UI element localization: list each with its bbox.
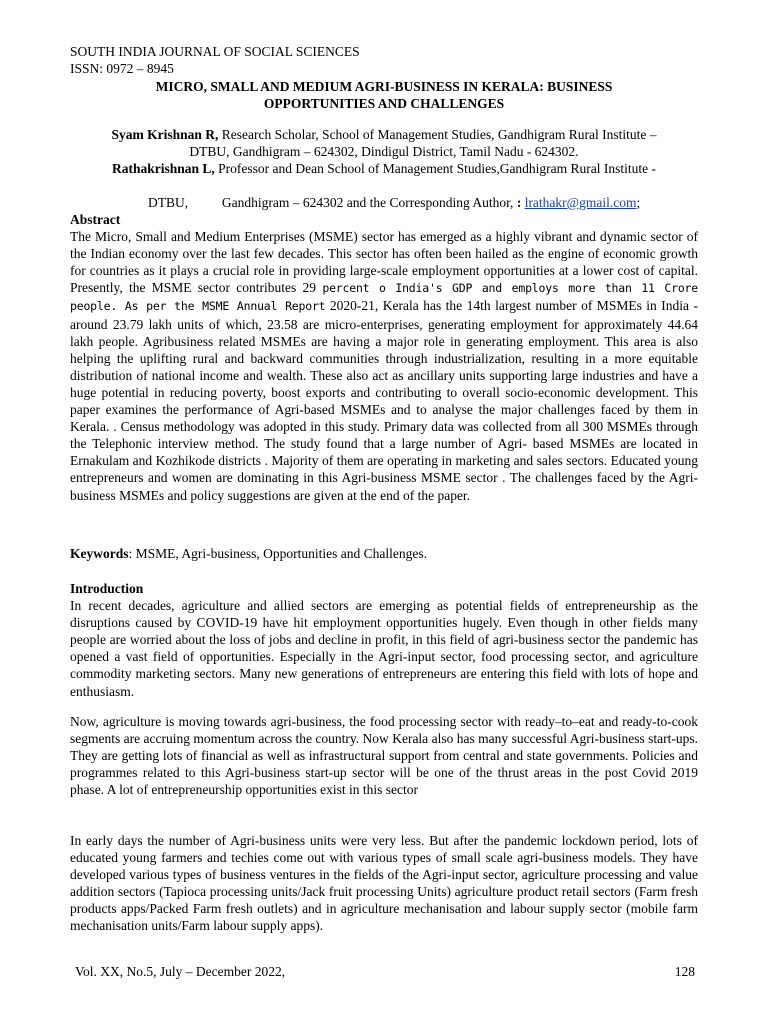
footer-volume: Vol. XX, No.5, July – December 2022,: [75, 964, 286, 979]
author-1: [68, 126, 700, 143]
author-2-address-text: DTBU, Gandhigram – 624302 and the Corresponding Author,: [148, 195, 517, 210]
introduction-heading: Introduction: [70, 581, 144, 596]
introduction-paragraph-3-block: [70, 832, 698, 935]
footer-page-number: 128: [674, 964, 695, 979]
author-1-address: DTBU, Gandhigram – 624302, Dindigul District, Tamil Nadu - 624302.: [189, 144, 579, 159]
author-1-affiliation: Research Scholar, School of Management Studies, Gandhigram Rural Institute –: [218, 127, 657, 142]
paper-title: [90, 78, 678, 112]
abstract-text: [70, 228, 698, 504]
author-2: [68, 160, 700, 177]
keywords-section: [70, 545, 698, 562]
journal-header: [70, 43, 360, 77]
paper-title-line1: MICRO, SMALL AND MEDIUM AGRI-BUSINESS IN KERALA: BUSINESS: [155, 79, 613, 94]
introduction-paragraph-3: In early days the number of Agri-business units were very less. But after the pandemic lockdown period, lots of educated young farmers and techies come out with various types of small scale agri-business models. They have developed various types of business ventures in the fields of the Agri-input sector, agriculture processing and value addition sectors (Tapioca processing units/Jack fruit processing Units) agriculture product retail sectors (Farm fresh products apps/Packed Farm fresh outlets) and in agriculture mechanisation and labour supply sector (mobile farm mechanisation units/Farm labour supply apps).: [70, 833, 698, 934]
abstract-text-mono: percent o India's GDP and employs more than 11 Crore people. As per the MSME Annual Report: [70, 281, 699, 314]
author-2-name: Rathakrishnan L,: [111, 161, 215, 176]
introduction-paragraph-1: In recent decades, agriculture and allied sectors are emerging as potential fields of entrepreneurship as the disruptions caused by COVID-19 have hit employment opportunities hugely. Even though in other fields many people are worried about the loss of jobs and decline in profit, in this field of agri-business sector the pandemic has opened a vast field of opportunities. Especially in the Agri-input sector, food processing sector, and agriculture commodity marketing sectors. Many new generations of entrepreneurs are entering this field with lots of hope and enthusiasm.: [70, 598, 698, 699]
abstract-text-part2: 2020-21, Kerala has the 14th largest number of MSMEs in India - around 23.79 lakh units of which, 23.58 are micro-enterprises, generating employment for approximately 44.64 lakh people. Agribusiness related MSMEs are having a major role in generating employment. This area is also helping the uplifting rural and backward communities through industrialization, resulting in a more equitable distribution of national income and wealth. These also act as ancillary units supporting large industries and have a huge potential in reducing poverty, boost exports and contributing to overall socio-economic development. This paper examines the performance of Agri-based MSMEs and to analyse the major challenges faced by them in Kerala. . Census methodology was adopted in this study. Primary data was collected from all 300 MSMEs through the Telephonic interview method. The study found that a large number of Agri- based MSMEs are located in Ernakulam and Kozhikode districts . Majority of them are operating in marketing and sales sectors. Educated young entrepreneurs and women are dominating in this Agri-business MSME sector . The challenges faced by the Agri-business MSMEs and policy suggestions are given at the end of the paper.: [70, 298, 699, 503]
introduction-paragraph-2-block: [70, 713, 698, 798]
journal-name: SOUTH INDIA JOURNAL OF SOCIAL SCIENCES: [70, 44, 360, 59]
abstract-heading: Abstract: [70, 212, 121, 227]
author-1-name: Syam Krishnan R,: [111, 127, 219, 142]
author-2-email-link[interactable]: lrathakr@gmail.com: [524, 195, 637, 210]
paper-title-line2: OPPORTUNITIES AND CHALLENGES: [263, 96, 505, 111]
keywords-text: : MSME, Agri-business, Opportunities and Challenges.: [128, 546, 427, 561]
introduction-section: [70, 580, 698, 700]
keywords-label: Keywords: [70, 546, 129, 561]
abstract-section: [70, 211, 698, 504]
journal-issn: ISSN: 0972 – 8945: [70, 61, 174, 76]
introduction-paragraph-2: Now, agriculture is moving towards agri-business, the food processing sector with ready–to–eat and ready-to-cook segments are accruing momentum across the country. Now Kerala also has many successful Agri-business start-ups. They are getting lots of financial as well as infrastructural support from central and state governments. Policies and programmes related to this Agri-business start-up sector will be one of the thrust areas in the post Covid 2019 phase. A lot of entrepreneurship opportunities exist in this sector: [70, 714, 698, 798]
author-2-colon: :: [516, 195, 522, 210]
author-2-suffix: ;: [636, 195, 641, 210]
author-2-affiliation: Professor and Dean School of Management Studies,Gandhigram Rural Institute -: [214, 161, 657, 176]
abstract-text-part1: The Micro, Small and Medium Enterprises (MSME) sector has emerged as a highly vibrant and dynamic sector of the Indian economy over the last few decades. This sector has often been hailed as the engine of economic growth for countries as it plays a crucial role in providing large-scale employment opportunities at a lower cost of capital. Presently, the MSME sector contributes 29: [70, 229, 698, 296]
